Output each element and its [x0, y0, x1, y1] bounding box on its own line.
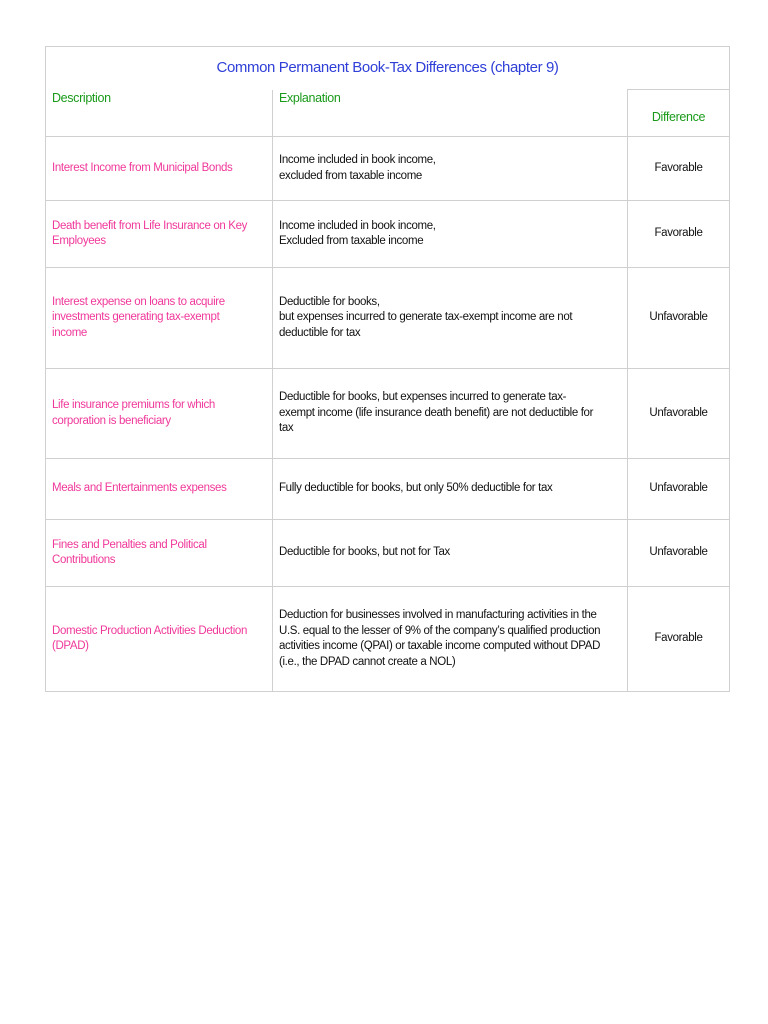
row-difference: Unfavorable — [628, 520, 730, 587]
text-line: Life insurance premiums for which — [52, 399, 215, 411]
text-line: U.S. equal to the lesser of 9% of the company’s qualified production — [279, 624, 601, 637]
text-line: activities income (QPAI) or taxable income computed without DPAD — [279, 640, 601, 652]
row-explanation — [273, 369, 628, 459]
table-row — [46, 587, 730, 692]
row-description — [46, 520, 273, 587]
row-difference: Unfavorable — [628, 459, 730, 520]
row-explanation — [273, 459, 628, 520]
row-description — [46, 369, 273, 459]
table-row — [46, 201, 730, 268]
text-line: corporation is beneficiary — [52, 414, 171, 427]
text-line: but expenses incurred to generate tax-exempt income are not — [279, 311, 573, 324]
table-row — [46, 369, 730, 459]
text-line: (i.e., the DPAD cannot create a NOL) — [279, 655, 456, 668]
row-difference: Favorable — [628, 201, 730, 268]
text-line: (DPAD) — [52, 640, 89, 652]
text-line: Meals and Entertainments expenses — [52, 482, 227, 495]
text-line: investments generating tax-exempt — [52, 311, 220, 324]
row-description — [46, 201, 273, 268]
text-line: Domestic Production Activities Deduction — [52, 624, 248, 637]
text-line: exempt income (life insurance death benefit) are not deductible for — [279, 406, 594, 419]
row-difference: Favorable — [628, 587, 730, 692]
header-difference: Difference — [628, 90, 730, 137]
text-line: Income included in book income, — [279, 219, 436, 232]
row-description — [46, 137, 273, 201]
text-line: Contributions — [52, 554, 116, 566]
text-line: Interest expense on loans to acquire — [52, 295, 225, 308]
text-line: Deductible for books, but expenses incurred to generate tax- — [279, 391, 567, 404]
row-description — [46, 268, 273, 369]
text-line: Deductible for books, — [279, 295, 380, 308]
text-line: tax — [279, 422, 294, 435]
row-description — [46, 459, 273, 520]
row-difference: Unfavorable — [628, 268, 730, 369]
table-row — [46, 459, 730, 520]
table-row — [46, 137, 730, 201]
text-line: Deductible for books, but not for Tax — [279, 546, 450, 559]
text-line: income — [52, 326, 87, 339]
text-line: deductible for tax — [279, 326, 361, 339]
header-description: Description — [46, 90, 273, 137]
text-line: Employees — [52, 235, 106, 247]
text-line: excluded from taxable income — [279, 169, 422, 182]
row-explanation — [273, 520, 628, 587]
text-line: Fines and Penalties and Political — [52, 538, 207, 551]
text-line: Fully deductible for books, but only 50% deductible for tax — [279, 482, 553, 495]
text-line: Excluded from taxable income — [279, 235, 424, 247]
text-line: Interest Income from Municipal Bonds — [52, 161, 233, 174]
row-difference: Unfavorable — [628, 369, 730, 459]
row-explanation — [273, 587, 628, 692]
row-explanation — [273, 268, 628, 369]
text-line: Death benefit from Life Insurance on Key — [52, 219, 248, 232]
table-row — [46, 520, 730, 587]
table-title: Common Permanent Book-Tax Differences (chapter 9) — [46, 47, 730, 90]
header-explanation: Explanation — [273, 90, 628, 137]
title-row — [46, 47, 730, 90]
text-line: Deduction for businesses involved in manufacturing activities in the — [279, 609, 597, 621]
table-row — [46, 268, 730, 369]
row-explanation — [273, 201, 628, 268]
row-description — [46, 587, 273, 692]
book-tax-differences-table — [45, 46, 730, 692]
row-explanation — [273, 137, 628, 201]
header-row — [46, 90, 730, 137]
row-difference: Favorable — [628, 137, 730, 201]
text-line: Income included in book income, — [279, 154, 436, 166]
